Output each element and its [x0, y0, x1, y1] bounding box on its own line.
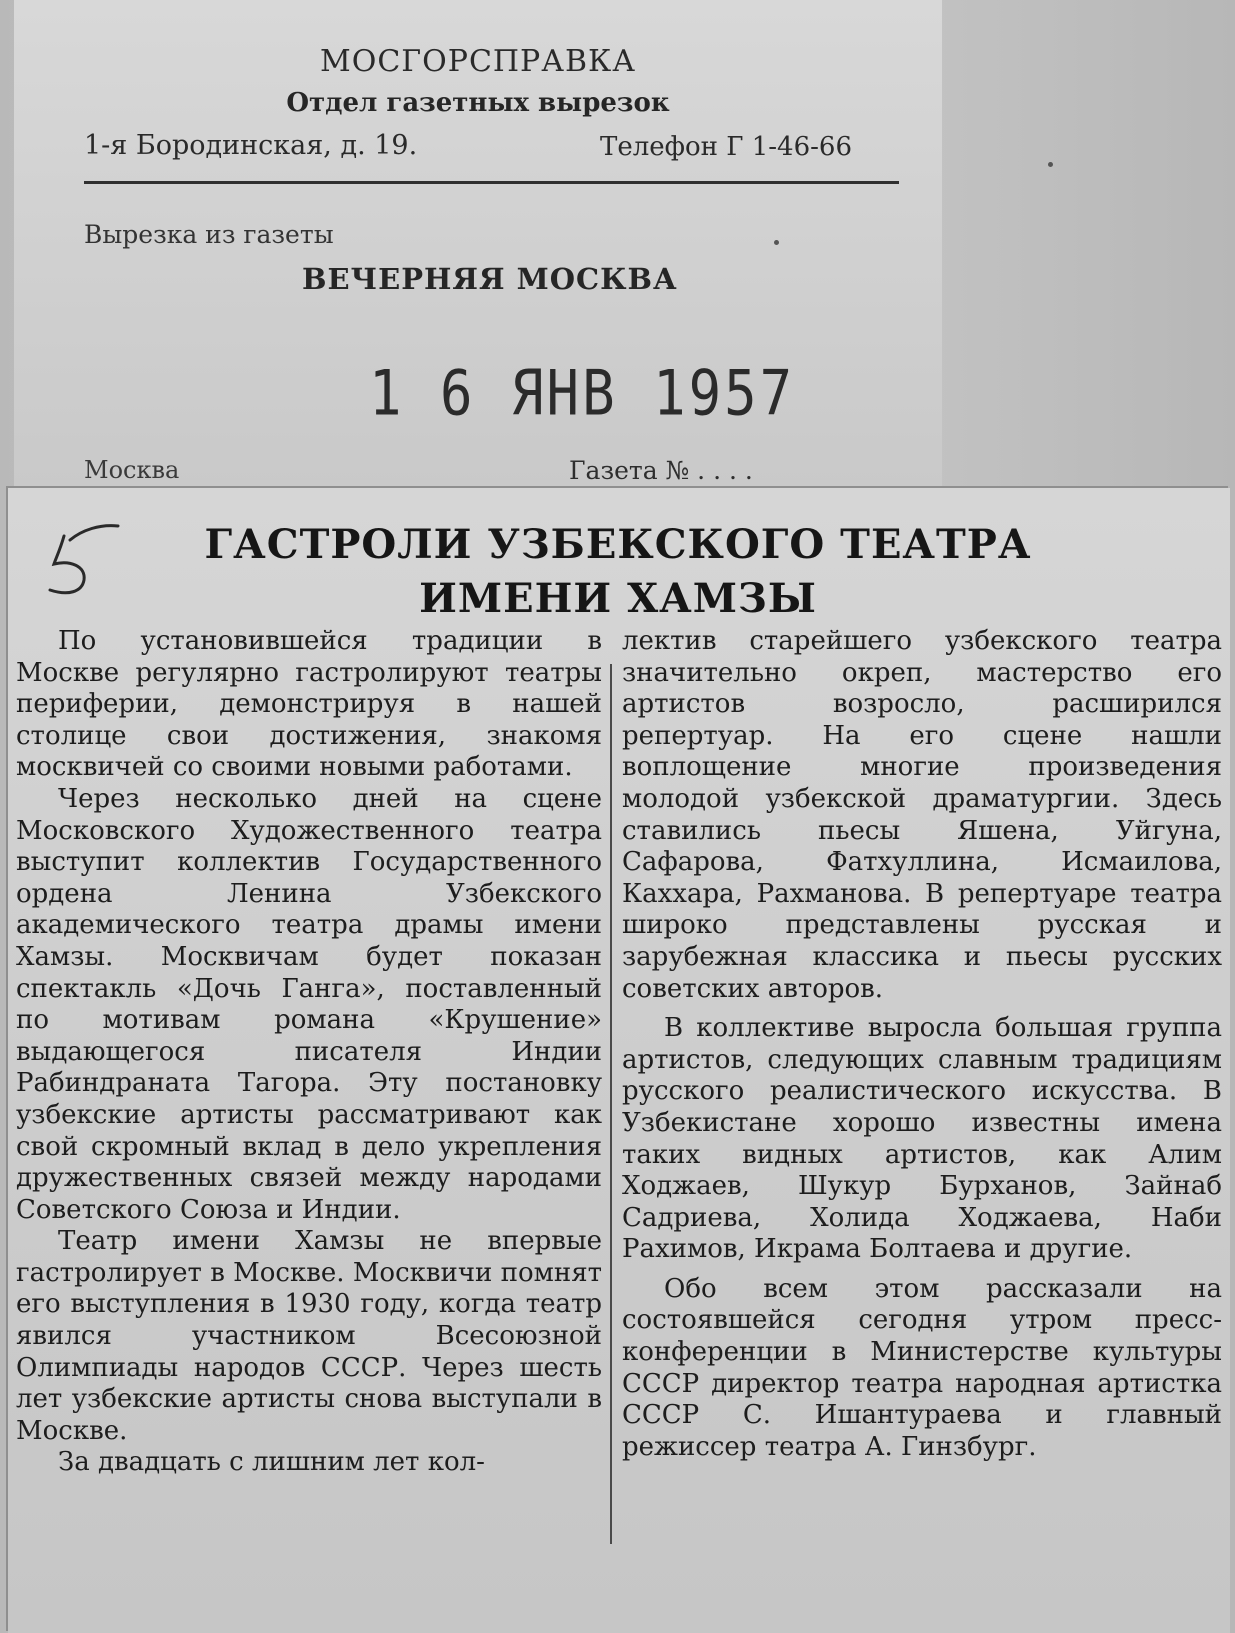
article-column-right: [622, 626, 1222, 1463]
article-paragraph: Театр имени Хамзы не впервые гастролирует в Москве. Москвичи помнят его выступления в 1930 году, когда театр явился участником Всесоюзной Олимпиады народов СССР. Через шесть лет узбекские артисты снова выступали в Москве.: [16, 1226, 602, 1446]
phone-number: Телефон Г 1-46-66: [600, 132, 852, 162]
article-title-line-1: ГАСТРОЛИ УЗБЕКСКОГО ТЕАТРА: [204, 521, 1032, 568]
ink-speck: [1048, 162, 1053, 167]
handwritten-mark-icon: [30, 518, 122, 598]
article-title-line-2: ИМЕНИ ХАМЗЫ: [419, 575, 817, 622]
ink-speck: [774, 240, 779, 245]
gazette-number-label: Газета № . . . .: [569, 456, 753, 485]
newspaper-name: ВЕЧЕРНЯЯ МОСКВА: [302, 262, 678, 296]
clipping-service-header: [14, 0, 942, 488]
city-label: Москва: [84, 456, 180, 484]
article-column-left: [16, 626, 602, 1479]
article-clipping: [8, 488, 1230, 1633]
article-paragraph: За двадцать с лишним лет кол-: [58, 1447, 485, 1478]
article-paragraph: По установившейся традиции в Москве регулярно гастролируют театры периферии, демонстрируя в нашей столице свои достижения, знакомя москвичей со своими новыми работами.: [16, 626, 602, 783]
article-paragraph: В коллективе выросла большая группа артистов, следующих славным традициям русского реалистического искусства. В Узбекистане хорошо известны имена таких видных артистов, как Алим Ходжаев, Шукур Бурханов, Зайнаб Садриева, Холида Ходжаева, Наби Рахимов, Икрама Болтаева и другие.: [622, 1013, 1222, 1265]
article-paragraph: лектив старейшего узбекского театра значительно окреп, мастерство его артистов возросло, расширился репертуар. На его сцене нашли воплощение многие произведения молодой узбекской драматургии. Здесь ставились пьесы Яшена, Уйгуна, Сафарова, Фатхуллина, Исмаилова, Каххара, Рахманова. В репертуаре театра широко представлены русская и зарубежная классика и пьесы русских советских авторов.: [622, 626, 1222, 1004]
address: 1-я Бородинская, д. 19.: [84, 130, 418, 161]
article-paragraph: Через несколько дней на сцене Московского Художественного театра выступит коллектив Государственного ордена Ленина Узбекского академического театра драмы имени Хамзы. Москвичам будет показан спектакль «Дочь Ганга», поставленный по мотивам романа «Крушение» выдающегося писателя Индии Рабиндраната Тагора. Эту постановку узбекские артисты рассматривают как свой скромный вклад в дело укрепления дружественных связей между народами Советского Союза и Индии.: [16, 783, 602, 1225]
date-stamp: 1 6 ЯНВ 1957: [369, 357, 796, 430]
department-name: Отдел газетных вырезок: [286, 88, 670, 118]
column-divider: [610, 664, 612, 1544]
clipping-from-label: Вырезка из газеты: [84, 220, 334, 249]
organization-name: МОСГОРСПРАВКА: [320, 44, 636, 79]
header-divider: [84, 181, 899, 184]
article-title: [128, 518, 1108, 626]
article-paragraph: Обо всем этом рассказали на состоявшейся сегодня утром пресс-конференции в Министерстве культуры СССР директор театра народная артистка СССР С. Ишантураева и главный режиссер театра А. Гинзбург.: [622, 1273, 1222, 1462]
